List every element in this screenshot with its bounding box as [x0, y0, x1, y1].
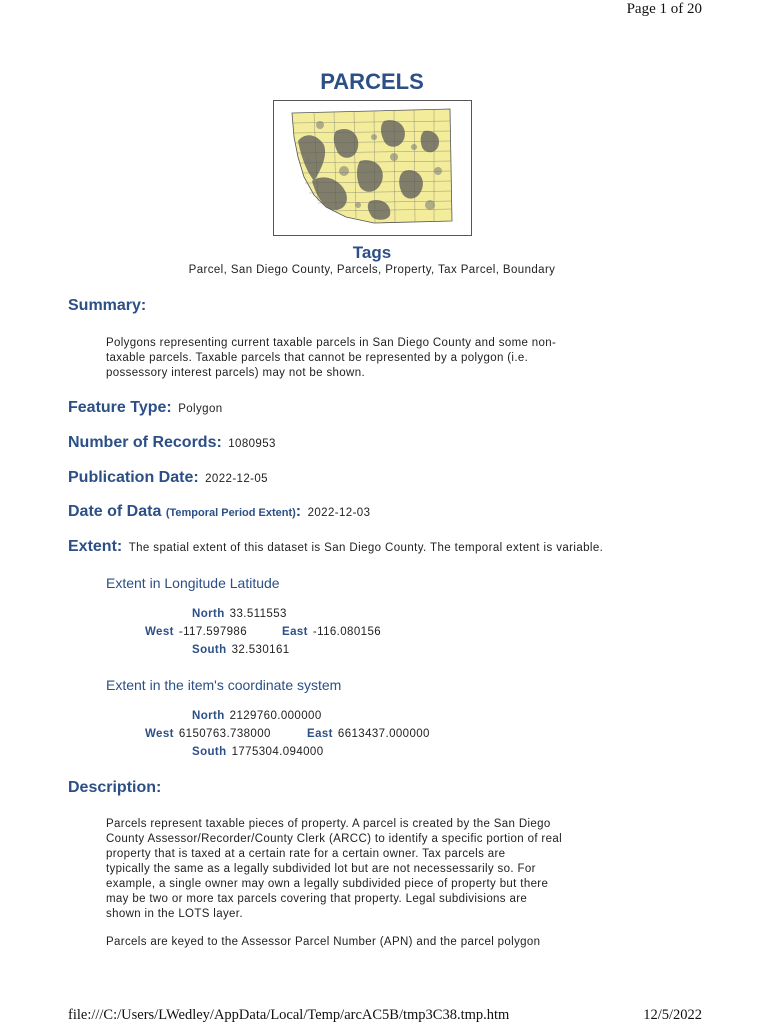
extent-lonlat-heading: Extent in Longitude Latitude — [106, 575, 280, 591]
date-of-data-value: 2022-12-03 — [307, 507, 371, 519]
footer-date: 12/5/2022 — [643, 1007, 702, 1023]
description-line: Parcels represent taxable pieces of property. A parcel is created by the San Diego — [106, 818, 551, 830]
description-line: example, a single owner may own a legally subdivided piece of property but there — [106, 878, 549, 890]
feature-type-label: Feature Type: — [68, 399, 172, 416]
extent-item-heading: Extent in the item's coordinate system — [106, 677, 342, 693]
description-line: County Assessor/Recorder/County Clerk (ARCC) to identify a specific portion of real — [106, 833, 562, 845]
summary-heading: Summary: — [68, 297, 147, 314]
parcel-map-icon — [274, 101, 471, 235]
description-line: shown in the LOTS layer. — [106, 908, 243, 920]
extent — [68, 538, 603, 556]
description-paragraph-2 — [106, 935, 540, 950]
item-north: North 2129760.000000 — [192, 710, 322, 722]
lonlat-east: East -116.080156 — [282, 626, 382, 638]
description-line: property that is taxed at a certain rate for a certain owner. Tax parcels are — [106, 848, 506, 860]
page-title: PARCELS — [320, 69, 424, 94]
item-south: South 1775304.094000 — [192, 746, 324, 758]
tags-text: Parcel, San Diego County, Parcels, Property, Tax Parcel, Boundary — [188, 264, 556, 276]
description-line: typically the same as a legally subdivided lot but are not necessessarily so. For — [106, 863, 536, 875]
extent-label: Extent: — [68, 538, 123, 555]
description-paragraph-1 — [106, 817, 562, 922]
description-line: Parcels are keyed to the Assessor Parcel Number (APN) and the parcel polygon — [106, 936, 541, 948]
summary-text — [106, 336, 556, 381]
description-line: may be two or more tax parcels covering that property. Legal subdivisions are — [106, 893, 528, 905]
lonlat-south: South 32.530161 — [192, 644, 290, 656]
summary-line: taxable parcels. Taxable parcels that cannot be represented by a polygon (i.e. — [106, 352, 529, 364]
feature-type-value: Polygon — [178, 403, 223, 415]
publication-date-label: Publication Date: — [68, 469, 199, 486]
number-of-records-label: Number of Records: — [68, 434, 222, 451]
date-of-data-colon: : — [295, 503, 302, 520]
publication-date — [68, 469, 268, 487]
date-of-data — [68, 503, 370, 521]
description-heading: Description: — [68, 779, 162, 796]
footer-file-path: file:///C:/Users/LWedley/AppData/Local/Temp/arcAC5B/tmp3C38.tmp.htm — [68, 1007, 510, 1023]
feature-type — [68, 399, 223, 417]
item-west: West 6150763.738000 — [145, 728, 271, 740]
extent-value: The spatial extent of this dataset is San Diego County. The temporal extent is variable. — [128, 542, 604, 554]
number-of-records-value: 1080953 — [228, 438, 276, 450]
number-of-records — [68, 434, 276, 452]
date-of-data-paren: (Temporal Period Extent) — [165, 507, 296, 519]
tags-heading: Tags — [352, 243, 392, 262]
item-east: East 6613437.000000 — [307, 728, 430, 740]
page-number: Page 1 of 20 — [626, 1, 702, 17]
date-of-data-label: Date of Data — [68, 503, 162, 520]
summary-line: Polygons representing current taxable parcels in San Diego County and some non- — [106, 337, 557, 349]
summary-line: possessory interest parcels) may not be shown. — [106, 367, 365, 379]
lonlat-west: West -117.597986 — [145, 626, 248, 638]
publication-date-value: 2022-12-05 — [205, 473, 268, 485]
lonlat-north: North 33.511553 — [192, 608, 287, 620]
thumbnail-image — [273, 100, 472, 236]
